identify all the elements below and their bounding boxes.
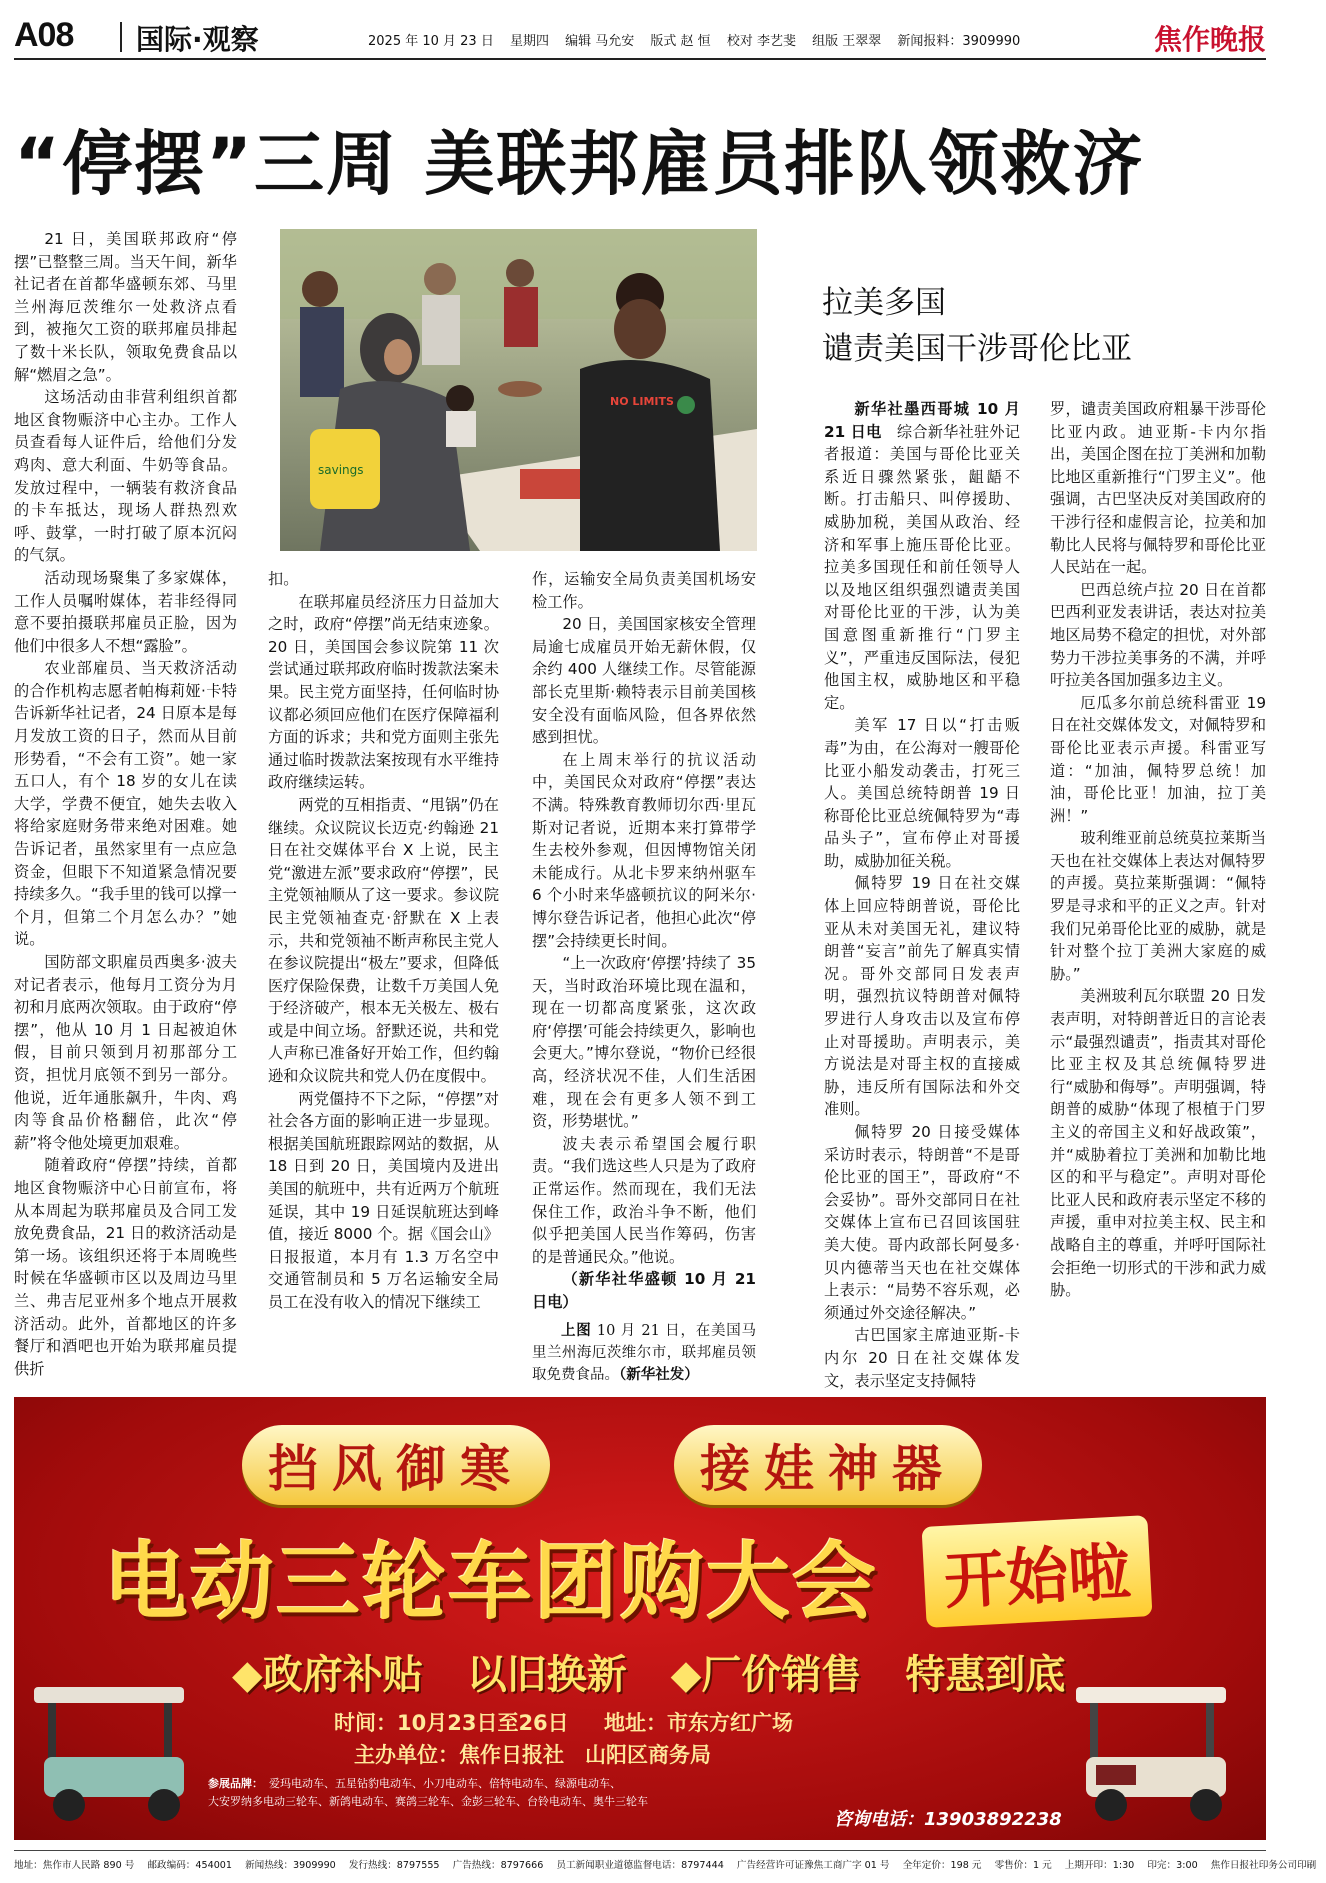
footer-item: 新闻热线：3909990 (245, 1860, 336, 1871)
paragraph: 佩特罗 19 日在社交媒体上回应特朗普说，哥伦比亚从未对美国无礼，建议特朗普“妄言”前先了解真实情况。哥外交部同日发表声明，强烈抗议特朗普对佩特罗进行人身攻击以及宣布停止对哥援助。声明表示，美方说法是对哥主权的直接威胁，违反所有国际法和外交准则。 (824, 874, 1020, 1119)
layout-editor: 版式 赵 恒 (650, 34, 711, 49)
paragraph: “上一次政府‘停摆’持续了 35 天，当时政治环境比现在温和，现在一切都高度紧张，这次政府‘停摆’可能会持续更久，影响也会更大。”博尔登说，“物价已经很高，经济状况不佳，人们生活困难，现在会有更多人领不到工资，形势堪忧。” (532, 954, 756, 1131)
paragraph: 随着政府“停摆”持续，首都地区食物赈济中心日前宣布，将从本周起为联邦雇员及合同工发放免费食品，21 日的救济活动是第一场。该组织还将于本周晚些时候在华盛顿市区以及周边马里兰、弗吉尼亚州多个地点开展救济活动。此外，首都地区的许多餐厅和酒吧也开始为联邦雇员提供折 (14, 1156, 237, 1378)
ad-brands-label: 参展品牌： (208, 1777, 263, 1790)
paragraph: 巴西总统卢拉 20 日在首都巴西利亚发表讲话，表达对拉美地区局势不稳定的担忧，对外部势力干涉拉美事务的不满，并呼吁拉美各国加强多边主义。 (1050, 580, 1266, 690)
subhead-line-1: 拉美多国 (822, 285, 946, 321)
ad-features (232, 1643, 1095, 1700)
main-headline: “停摆”三周 美联邦雇员排队领救济 (14, 123, 1145, 205)
paragraph: 农业部雇员、当天救济活动的合作机构志愿者帕梅莉娅·卡特告诉新华社记者，24 日原本是每月发放工资的日子，然而从目前形势看，“不会有工资”。她一家五口人，有个 18 岁的女儿在读大学，学费不便宜，她失去收入将给家庭财务带来绝对困难。她告诉记者，虽然家里有一点应急资金，但眼下不知道紧急情况要持续多久。“我手里的钱可以撑一个月，但第二个月怎么办？”她说。 (14, 659, 237, 949)
ad-slogan-2: 接娃神器 (674, 1425, 982, 1505)
paragraph: 21 日，美国联邦政府“停摆”已整整三周。当天午间，新华社记者在首都华盛顿东郊、马里兰州海厄茨维尔一处救济点看到，被拖欠工资的联邦雇员排起了数十米长队，领取免费食品以解“燃眉之急”。 (14, 230, 237, 384)
paragraph: 两党的互相指责、“甩锅”仍在继续。众议院议长迈克·约翰逊 21 日在社交媒体平台 X 上说，民主党“激进左派”要求政府“停摆”，民主党领袖顺从了这一要求。参议院民主党领袖查克·舒默在 X 上表示，共和党领袖不断声称民主党人在参议院提出“极左”要求，但降低医疗保险保费，让数千万美国人免于经济破产，根本无关极左、极右或是中间立场。舒默还说，共和党人声称已准备好开始工作，但约翰逊和众议院共和党人仍在度假中。 (268, 795, 499, 1086)
paragraph: 作，运输安全局负责美国机场安检工作。 (532, 570, 756, 611)
masthead-meta (368, 30, 1032, 49)
footer-item: 地址：焦作市人民路 890 号 (14, 1860, 135, 1871)
ad-host: 主办单位：焦作日报社 山阳区商务局 (354, 1743, 711, 1767)
divider (120, 22, 122, 52)
footer-item: 印完：3:00 (1147, 1860, 1198, 1871)
article-column-3 (532, 568, 756, 1386)
issue-date: 2025 年 10 月 23 日 (368, 34, 494, 49)
paragraph: 厄瓜多尔前总统科雷亚 19 日在社交媒体发文，对佩特罗和哥伦比亚表示声援。科雷亚写道：“加油，佩特罗总统！加油，哥伦比亚！加油，拉丁美洲！” (1050, 693, 1266, 825)
footer-item: 广告热线：8797666 (452, 1860, 544, 1871)
caption-text: 10 月 21 日，在美国马里兰州海厄茨维尔市，联邦雇员领取免费食品。 (532, 1322, 757, 1383)
shirt-text: NO LIMITS (610, 395, 674, 408)
paragraph: 罗，谴责美国政府粗暴干涉哥伦比亚内政。迪亚斯-卡内尔指出，美国企图在拉丁美洲和加勒比地区重新推行“门罗主义”。他强调，古巴坚决反对美国政府的干涉行径和虚假言论，拉美和加勒比人民将与佩特罗和哥伦比亚人民站在一起。 (1050, 400, 1266, 577)
tricycle-image (1066, 1677, 1246, 1827)
section-title: 国际·观察 (136, 23, 259, 56)
ad-feature: ◆政府补贴 (232, 1652, 423, 1698)
page-header (14, 14, 1266, 60)
food-distribution-photo (280, 229, 757, 551)
paragraph (824, 398, 1020, 714)
paragraph: 佩特罗 20 日接受媒体采访时表示，特朗普“不是哥伦比亚的国王”，哥政府“不会妥协”。哥外交部同日在社交媒体上宣布已召回该国驻美大使。哥内政部长阿曼多·贝内德蒂当天也在社交媒体上表示：“局势不容乐观，必须通过外交途径解决。” (824, 1123, 1020, 1322)
paragraph: 扣。 (268, 570, 299, 588)
footer-item: 邮政编码：454001 (147, 1860, 233, 1871)
ad-slogan-1: 挡风御寒 (242, 1425, 550, 1505)
ad-brands (208, 1775, 768, 1811)
footer-item: 广告经营许可证豫焦工商广字 01 号 (736, 1860, 890, 1871)
paragraph: 古巴国家主席迪亚斯-卡内尔 20 日在社交媒体发文，表示坚定支持佩特 (824, 1326, 1020, 1390)
paragraph: 活动现场聚集了多家媒体，工作人员嘱咐媒体，若非经得同意不要拍摄联邦雇员正脸，因为他们中很多人不想“露脸”。 (14, 568, 237, 655)
paragraph: 波夫表示希望国会履行职责。“我们选这些人只是为了政府正常运作。然而现在，我们无法保住工作，政治斗争不断，他们似乎把美国人民当作筹码，伤害的是普通民众。”他说。 (532, 1134, 756, 1266)
ad-feature: 以旧换新 (466, 1652, 627, 1698)
paragraph: 国防部文职雇员西奥多·波夫对记者表示，他每月工资分为月初和月底两次领取。由于政府“停摆”，他从 10 月 1 日起被迫休假，目前只领到月初那部分工资，担忧月底领不到另一部分。他说，近年通胀飙升，牛肉、鸡肉等食品价格翻倍，此次“停薪”将令他处境更加艰难。 (14, 953, 237, 1152)
advertisement-banner (14, 1397, 1266, 1840)
footer-item: 发行热线：8797555 (348, 1860, 440, 1871)
caption-credit: （新华社发） (619, 1365, 699, 1383)
footer-item: 上期开印：1:30 (1064, 1860, 1135, 1871)
dateline: 新华社墨西哥城 10 月 21 日电 (824, 400, 1020, 441)
ad-feature: ◆厂价销售 (670, 1652, 862, 1698)
caption-lead: 上图 (561, 1321, 592, 1339)
footer-item: 员工新闻职业道德监督电话：8797444 (556, 1860, 724, 1871)
lead-text: 综合新华社驻外记者报道：美国与哥伦比亚关系近日骤然紧张，龃龉不断。打击船只、叫停援助、威胁加税，美国从政治、经济和军事上施压哥伦比亚。拉美多国现任和前任领导人以及地区组织强烈谴责美国对哥伦比亚的干涉，认为美国意图重新推行“门罗主义”，严重违反国际法，侵犯他国主权，威胁地区和平稳定。 (824, 422, 1020, 712)
page-number: A08 (14, 16, 74, 54)
paragraph: 这场活动由非营利组织首都地区食物赈济中心主办。工作人员查看每人证件后，给他们分发鸡肉、意大利面、牛奶等食品。发放过程中，一辆装有救济食品的卡车抵达，现场人群热烈欢呼、鼓掌，一时打破了原本沉闷的气氛。 (14, 388, 237, 565)
ad-brands-line-2: 大安罗纳多电动三轮车、新鸽电动车、赛鸽三轮车、金彭三轮车、台铃电动车、奥牛三轮车 (208, 1795, 648, 1808)
news-photo (280, 229, 757, 551)
typesetter: 组版 王翠翠 (812, 34, 882, 49)
article-column-4 (824, 398, 1020, 1392)
paragraph: 20 日，美国国家核安全管理局逾七成雇员开始无薪休假，仅余约 400 人继续工作。尽管能源部长克里斯·赖特表示目前美国核安全没有面临风险，但各界依然感到担忧。 (532, 615, 756, 747)
photo-caption (532, 1320, 756, 1386)
ad-time-address (334, 1707, 821, 1737)
editor: 编辑 马允安 (565, 34, 635, 49)
footer-item: 全年定价：198 元 (902, 1860, 982, 1871)
ad-main-title: 电动三轮车团购大会 (104, 1532, 879, 1631)
paragraph: 美洲玻利瓦尔联盟 20 日发表声明，对特朗普近日的言论表示“最强烈谴责”，指责其对哥伦比亚主权及其总统佩特罗进行“威胁和侮辱”。声明强调，特朗普的威胁“体现了根植于门罗主义的帝国主义和好战政策”，并“威胁着拉丁美洲和加勒比地区的和平与稳定”。声明对哥伦比亚人民和政府表示坚定不移的声援，重申对拉美主权、民主和战略自主的尊重，并呼吁国际社会拒绝一切形式的干涉和武力威胁。 (1050, 987, 1266, 1300)
footer-item: 焦作日报社印务公司印刷 (1210, 1860, 1317, 1871)
ad-start-badge: 开始啦 (922, 1515, 1153, 1628)
ad-phone: 咨询电话：13903892238 (834, 1809, 1062, 1830)
page-footer (14, 1850, 1317, 1874)
source-line: （新华社华盛顿 10 月 21 日电） (532, 1270, 756, 1311)
paragraph: 两党僵持不下之际，“停摆”对社会各方面的影响正进一步显现。根据美国航班跟踪网站的数据，从 18 日到 20 日，美国境内及进出美国的航班中，共有近两万个航班延误，其中 19 日延误航班达到峰值，接近 8000 个。据《国会山》日报报道，本月有 1.3 万名空中交通管制员和 5 万名运输安全局员工在没有收入的情况下继续工 (268, 1089, 499, 1311)
ad-time: 时间：10月23日至26日 (334, 1711, 569, 1735)
ad-brands-line-1: 爱玛电动车、五星钻豹电动车、小刀电动车、倍特电动车、绿源电动车、 (269, 1777, 621, 1790)
bag-label: savings (318, 463, 364, 477)
subhead-line-2: 谴责美国干涉哥伦比亚 (822, 331, 1132, 367)
ad-feature: 特惠到底 (905, 1652, 1066, 1698)
paragraph: 玻利维亚前总统莫拉莱斯当天也在社交媒体上表达对佩特罗的声援。莫拉莱斯强调：“佩特罗是寻求和平的正义之声。针对我们兄弟哥伦比亚的威胁，就是针对整个拉丁美洲大家庭的威胁。” (1050, 829, 1266, 983)
news-hotline: 新闻报料：3909990 (897, 34, 1021, 49)
ad-address: 地址：市东方红广场 (603, 1711, 793, 1735)
paragraph: 在上周末举行的抗议活动中，美国民众对政府“停摆”表达不满。特殊教育教师切尔西·里瓦斯对记者说，近期本来打算带学生去校外参观，但因博物馆关闭未能成行。从北卡罗来纳州驱车 6 个小时来华盛顿抗议的阿米尔·博尔登告诉记者，他担心此次“停摆”会持续更长时间。 (532, 750, 756, 950)
proofreader: 校对 李艺斐 (726, 34, 796, 49)
article-column-1 (14, 228, 237, 1380)
tricycle-image (24, 1677, 204, 1827)
article-column-2 (268, 568, 499, 1314)
footer-item: 零售价：1 元 (994, 1860, 1052, 1871)
second-article-headline (822, 280, 1262, 372)
article-column-5 (1050, 398, 1266, 1302)
weekday: 星期四 (509, 34, 549, 49)
paragraph: 在联邦雇员经济压力日益加大之时，政府“停摆”尚无结束迹象。20 日，美国国会参议院第 11 次尝试通过联邦政府临时拨款法案未果。民主党方面坚持，任何临时协议都必须回应他们在医疗保障福利方面的诉求；共和党方面则主张先通过临时拨款法案按现有水平维持政府继续运转。 (268, 592, 499, 792)
newspaper-logo: 焦作晚报 (1153, 23, 1266, 56)
paragraph: 美军 17 日以“打击贩毒”为由，在公海对一艘哥伦比亚小船发动袭击，打死三人。美国总统特朗普 19 日称哥伦比亚总统佩特罗为“毒品头子”，宣布停止对哥援助，威胁加征关税。 (824, 716, 1020, 870)
